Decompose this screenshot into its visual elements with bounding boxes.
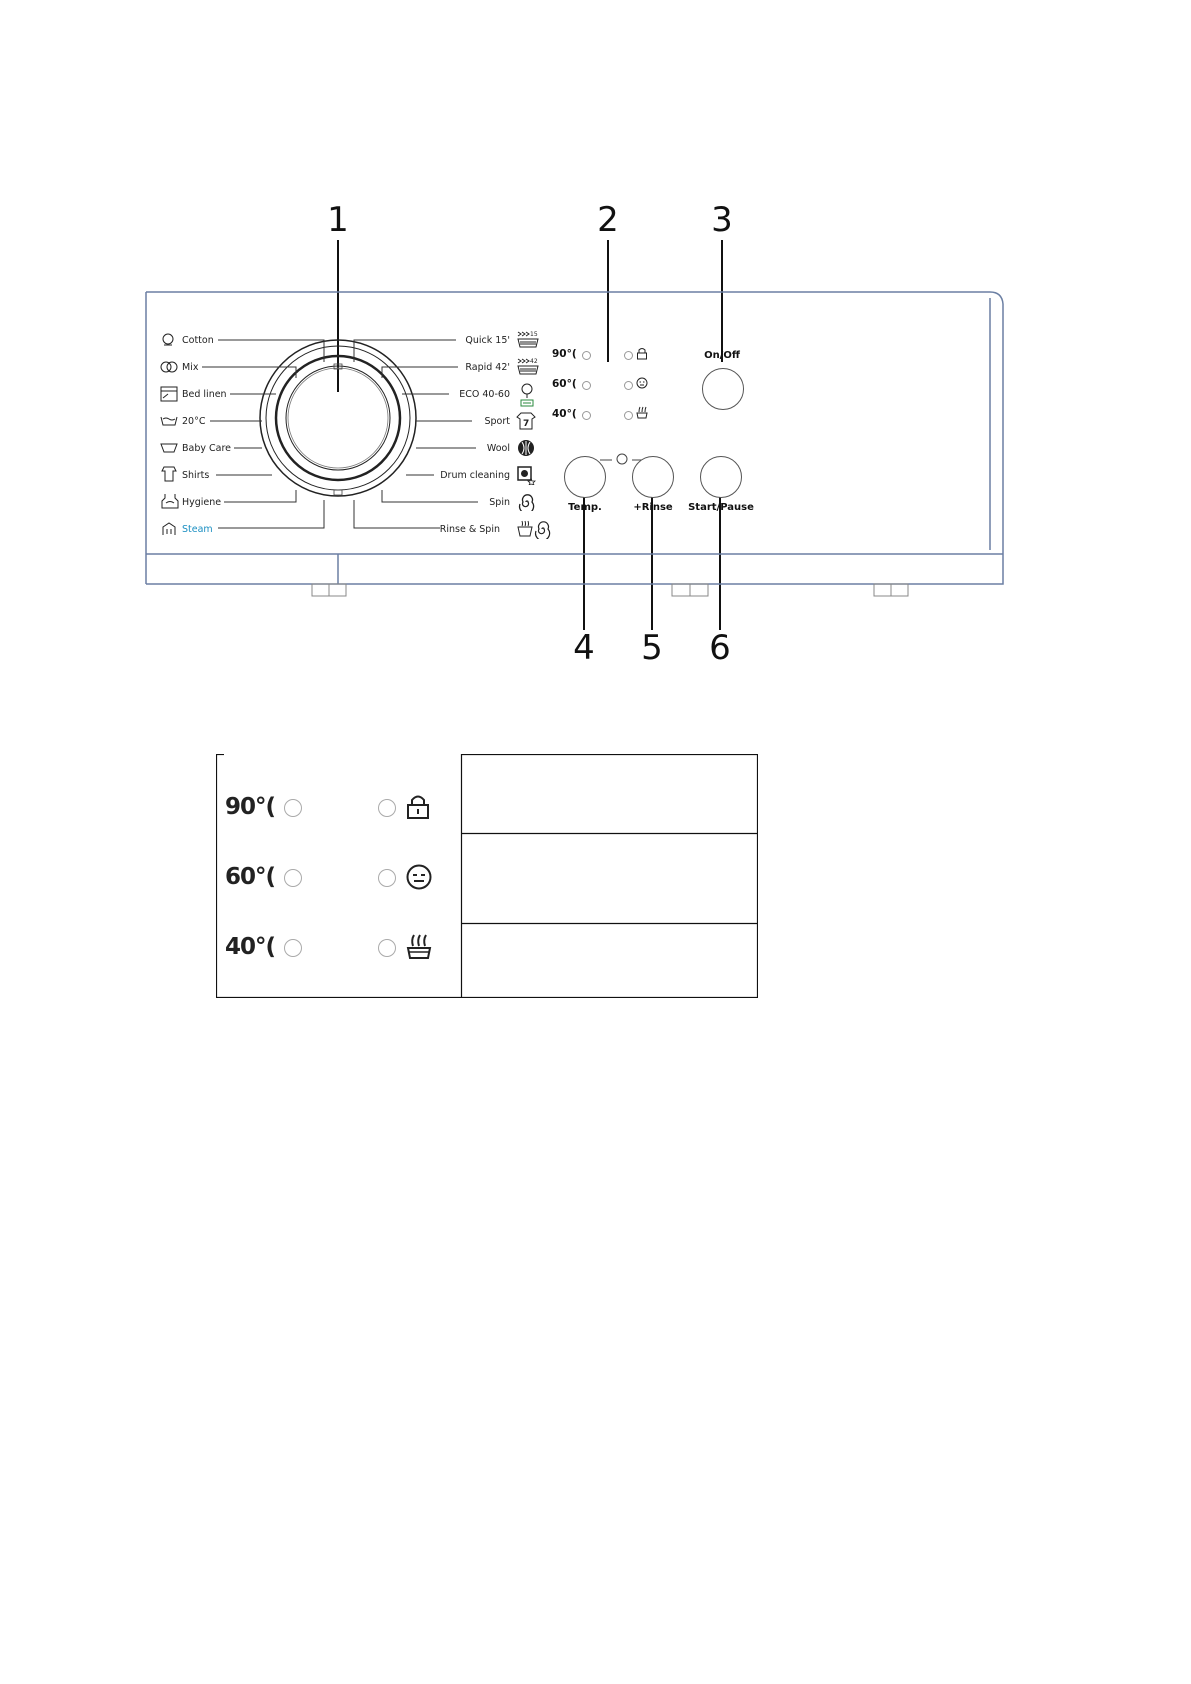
baby-care-icon: [160, 442, 178, 454]
legend-led-90: [284, 799, 302, 817]
hygiene-icon: [160, 492, 180, 510]
steam-basin-icon: [406, 932, 432, 960]
legend-rinse-led: [378, 869, 396, 887]
legend-led-40: [284, 939, 302, 957]
temp-led-40: [582, 411, 591, 420]
program-label: Cotton: [182, 335, 214, 346]
callout-6: 6: [709, 628, 731, 668]
temp-led-60: [582, 381, 591, 390]
callout-1: 1: [327, 200, 349, 240]
bed-linen-icon: [160, 385, 178, 403]
indicator-panel: [552, 346, 662, 426]
program-label: 20°C: [182, 416, 206, 427]
legend-temp-60: 60°(: [225, 864, 276, 890]
program-label: Bed linen: [182, 389, 227, 400]
cotton-icon: [160, 333, 176, 347]
quick-15-icon-text: 15: [530, 331, 538, 338]
eco-icon: [518, 382, 536, 408]
rapid-42-icon-text: 42: [530, 358, 538, 365]
program-label: Rinse & Spin: [439, 524, 500, 535]
legend-cell-lock: [461, 754, 758, 834]
on-off-label: On/Off: [704, 350, 740, 361]
program-label: Rapid 42': [465, 362, 510, 373]
program-label: Quick 15': [465, 335, 510, 346]
steam-led: [624, 411, 633, 420]
program-label: Drum cleaning: [440, 470, 510, 481]
spin-icon: [518, 493, 536, 511]
20c-basin-icon: [160, 415, 178, 427]
temp-led-90: [582, 351, 591, 360]
legend-cell-steam: [461, 924, 758, 998]
face-icon: [406, 864, 432, 890]
temp-button-label: Temp.: [568, 502, 602, 513]
on-off-button[interactable]: [702, 368, 744, 410]
legend-temp-40: 40°(: [225, 934, 276, 960]
legend-cell-rinse: [461, 834, 758, 924]
mix-icon: [160, 360, 178, 374]
callout-5: 5: [641, 628, 663, 668]
rapid-42-icon: [516, 355, 540, 375]
program-label: Baby Care: [182, 443, 232, 454]
program-label: Sport: [484, 416, 510, 427]
sport-shirt-icon: [516, 411, 536, 431]
callout-2: 2: [597, 200, 619, 240]
lock-icon: [406, 794, 430, 820]
legend-steam-led: [378, 939, 396, 957]
temp-button[interactable]: [564, 456, 606, 498]
start-pause-button[interactable]: [700, 456, 742, 498]
sport-shirt-icon-text: 7: [523, 419, 530, 429]
program-label: Mix: [182, 362, 199, 373]
start-pause-label: Start/Pause: [688, 502, 754, 513]
program-label: Spin: [489, 497, 510, 508]
steam-basin-icon: [636, 406, 648, 419]
program-label: Shirts: [182, 470, 210, 481]
quick-15-icon: [516, 328, 540, 348]
temp-indicator-60: 60°(: [552, 378, 577, 390]
legend-temp-90: 90°(: [225, 794, 276, 820]
legend-lock-led: [378, 799, 396, 817]
temp-indicator-90: 90°(: [552, 348, 577, 360]
lock-icon: [636, 347, 648, 360]
temp-indicator-40: 40°(: [552, 408, 577, 420]
callout-3: 3: [711, 200, 733, 240]
drum-cleaning-icon: [516, 465, 536, 485]
program-label: Steam: [182, 524, 213, 535]
rinse-button-label: +Rinse: [633, 502, 673, 513]
rinse-led: [624, 381, 633, 390]
steam-icon: [160, 521, 178, 537]
program-label: Hygiene: [182, 497, 222, 508]
rinse-spin-icon: [516, 519, 552, 539]
wool-icon: [516, 439, 536, 457]
shirts-icon: [160, 465, 178, 483]
legend-led-60: [284, 869, 302, 887]
lock-led: [624, 351, 633, 360]
callout-4: 4: [573, 628, 595, 668]
indicator-legend-table: [216, 754, 758, 998]
program-label: ECO 40-60: [459, 389, 510, 400]
face-icon: [636, 377, 648, 389]
program-label: Wool: [486, 443, 510, 454]
rinse-button[interactable]: [632, 456, 674, 498]
